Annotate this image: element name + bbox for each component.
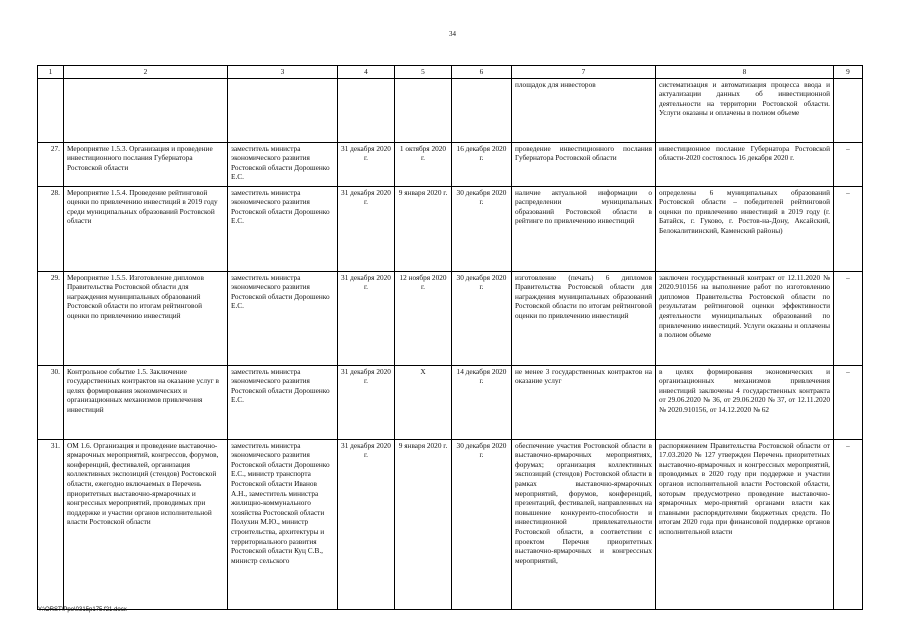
cell-responsible (228, 78, 338, 142)
column-header: 3 (228, 66, 338, 79)
cell-actual-start: X (395, 365, 452, 439)
cell-event: Мероприятие 1.5.4. Проведение рейтинговой оценки по привлечению инвестиций в 2019 году среди муниципальных образований Ростовской области (64, 186, 228, 271)
table-row (38, 271, 863, 365)
cell-note: – (834, 186, 863, 271)
column-header: 2 (64, 66, 228, 79)
cell-actual-start: 12 ноября 2020 г. (395, 271, 452, 365)
cell-planned-result: наличие актуальной информации о распределении муниципальных образований Ростовской области в рейтинге по привлечению инвестиций (512, 186, 656, 271)
column-header: 5 (395, 66, 452, 79)
cell-planned-end: 31 декабря 2020 г. (338, 142, 395, 186)
cell-responsible: заместитель министра экономического развития Ростовской области Дорошенко Е.С. (228, 142, 338, 186)
cell-actual-end: 14 декабря 2020 г. (452, 365, 512, 439)
cell-actual-result: систематизация и автоматизация процесса ввода и актуализации данных об инвестиционной деятельности на территории Ростовской области. Услуги оказаны и оплачены в полном объеме (656, 78, 834, 142)
cell-number: 27. (38, 142, 64, 186)
cell-number (38, 78, 64, 142)
table-row (38, 142, 863, 186)
cell-actual-start: 1 октября 2020 г. (395, 142, 452, 186)
cell-note: – (834, 365, 863, 439)
cell-event: Мероприятие 1.5.3. Организация и проведение инвестиционного послания Губернатора Ростовской области (64, 142, 228, 186)
cell-responsible: заместитель министра экономического развития Ростовской области Дорошенко Е.С. (228, 186, 338, 271)
table-row (38, 365, 863, 439)
cell-actual-result: распоряжением Правительства Ростовской области от 17.03.2020 № 127 утвержден Перечень приоритетных выставочно-ярмарочных и конгрессных мероприятий, проводимых в 2020 году при поддержке и участии органов исполнительной власти Ростовской области, которым предусмотрено проведение выставочно-ярмарочных меро-приятий органами власти как главными распорядителями бюджетных средств. По итогам 2020 года при финансовой поддержке органов исполнительной власти (656, 439, 834, 609)
cell-responsible: заместитель министра экономического развития Ростовской области Дорошенко Е.С., министр транспорта Ростовской области Иванов А.Н., заместитель министра жилищно-коммунального хозяйства Ростовской области Полухин М.Ю., министр строительства, архитектуры и территориального развития Ростовской области Куц С.В., министр сельского (228, 439, 338, 609)
cell-planned-end: 31 декабря 2020 г. (338, 439, 395, 609)
cell-actual-start (395, 78, 452, 142)
cell-event: Контрольное событие 1.5. Заключение государственных контрактов на оказание услуг в целях формирования экономических и организационных механизмов привлечения инвестиций (64, 365, 228, 439)
cell-actual-result: определены 6 муниципальных образований Ростовской области – победителей рейтинговой оценки по привлечению инвестиций в 2019 году (г. Батайск, г. Гуково, г. Ростов-на-Дону, Аксайский, Белокалитвинский, Каменский районы) (656, 186, 834, 271)
cell-actual-result: в целях формирования экономических и организационных механизмов привлечения инвестиций заключены 4 государственных контракта от 29.06.2020 № 36, от 29.06.2020 № 37, от 12.11.2020 № 2020.910156, от 14.12.2020 № 62 (656, 365, 834, 439)
cell-planned-result: площадок для инвесторов (512, 78, 656, 142)
cell-event (64, 78, 228, 142)
cell-actual-end: 30 декабря 2020 г. (452, 186, 512, 271)
cell-planned-end (338, 78, 395, 142)
cell-note: – (834, 271, 863, 365)
cell-note: – (834, 142, 863, 186)
cell-note: – (834, 439, 863, 609)
report-table (37, 65, 863, 610)
table-row (38, 186, 863, 271)
cell-number: 28. (38, 186, 64, 271)
cell-number: 29. (38, 271, 64, 365)
cell-actual-end: 30 декабря 2020 г. (452, 439, 512, 609)
cell-planned-result: обеспечение участия Ростовской области в выставочно-ярмарочных мероприятиях, форумах; организация коллективных экспозиций (стендов) Ростовской области в рамках выставочно-ярмарочных мероприятий, форумов, конференций, презентаций, фестивалей, направленных на повышение конкуренто-способности и инвестиционной привлекательности Ростовской области, в соответствии с проектом Перечня приоритетных выставочно-ярмарочных и конгрессных мероприятий, (512, 439, 656, 609)
cell-actual-result: заключен государственный контракт от 12.11.2020 № 2020.910156 на выполнение работ по изготовлению дипломов Правительства Ростовской области по результатам рейтинговой оценки эффективности деятельности муниципальных образований по привлечению инвестиций. Услуги оказаны и оплачены в полном объеме (656, 271, 834, 365)
column-header: 1 (38, 66, 64, 79)
cell-event: Мероприятие 1.5.5. Изготовление дипломов Правительства Ростовской области для награждения муниципальных образований Ростовской области по итогам рейтинговой оценки по привлечению инвестиций (64, 271, 228, 365)
cell-actual-start: 9 января 2020 г. (395, 186, 452, 271)
table-row (38, 439, 863, 609)
cell-actual-start: 9 января 2020 г. (395, 439, 452, 609)
cell-planned-end: 31 декабря 2020 г. (338, 365, 395, 439)
cell-responsible: заместитель министра экономического развития Ростовской области Дорошенко Е.С. (228, 271, 338, 365)
column-header: 6 (452, 66, 512, 79)
cell-actual-end: 16 декабря 2020 г. (452, 142, 512, 186)
page-number: 34 (449, 30, 456, 38)
cell-planned-result: изготовление (печать) 6 дипломов Правительства Ростовской области для награждения муниципальных образований Ростовской области по итогам рейтинговой оценки по привлечению инвестиций (512, 271, 656, 365)
column-header: 4 (338, 66, 395, 79)
cell-planned-end: 31 декабря 2020 г. (338, 186, 395, 271)
cell-event: ОМ 1.6. Организация и проведение выставочно-ярмарочных мероприятий, конгрессов, форумов, конференций, фестивалей, организация коллективных экспозиций (стендов) Ростовской области, ежегодно включаемых в Перечень приоритетных выставочно-ярмарочных и конгрессных мероприятий, проводимых при поддержке и участии органов исполнительной власти Ростовской области (64, 439, 228, 609)
column-header: 7 (512, 66, 656, 79)
cell-planned-result: не менее 3 государственных контрактов на оказание услуг (512, 365, 656, 439)
cell-number: 30. (38, 365, 64, 439)
column-header-row (38, 66, 863, 79)
cell-responsible: заместитель министра экономического развития Ростовской области Дорошенко Е.С. (228, 365, 338, 439)
column-header: 8 (656, 66, 834, 79)
cell-number: 31. (38, 439, 64, 609)
column-header: 9 (834, 66, 863, 79)
cell-planned-end: 31 декабря 2020 г. (338, 271, 395, 365)
cell-note (834, 78, 863, 142)
cell-planned-result: проведение инвестиционного послания Губернатора Ростовской области (512, 142, 656, 186)
cell-actual-end (452, 78, 512, 142)
cell-actual-result: инвестиционное послание Губернатора Ростовской области-2020 состоялось 16 декабря 2020 г. (656, 142, 834, 186)
file-path-footer: Y:\ORST\Ppo\0315p175.f21.docx (38, 607, 127, 613)
table-row (38, 78, 863, 142)
cell-actual-end: 30 декабря 2020 г. (452, 271, 512, 365)
